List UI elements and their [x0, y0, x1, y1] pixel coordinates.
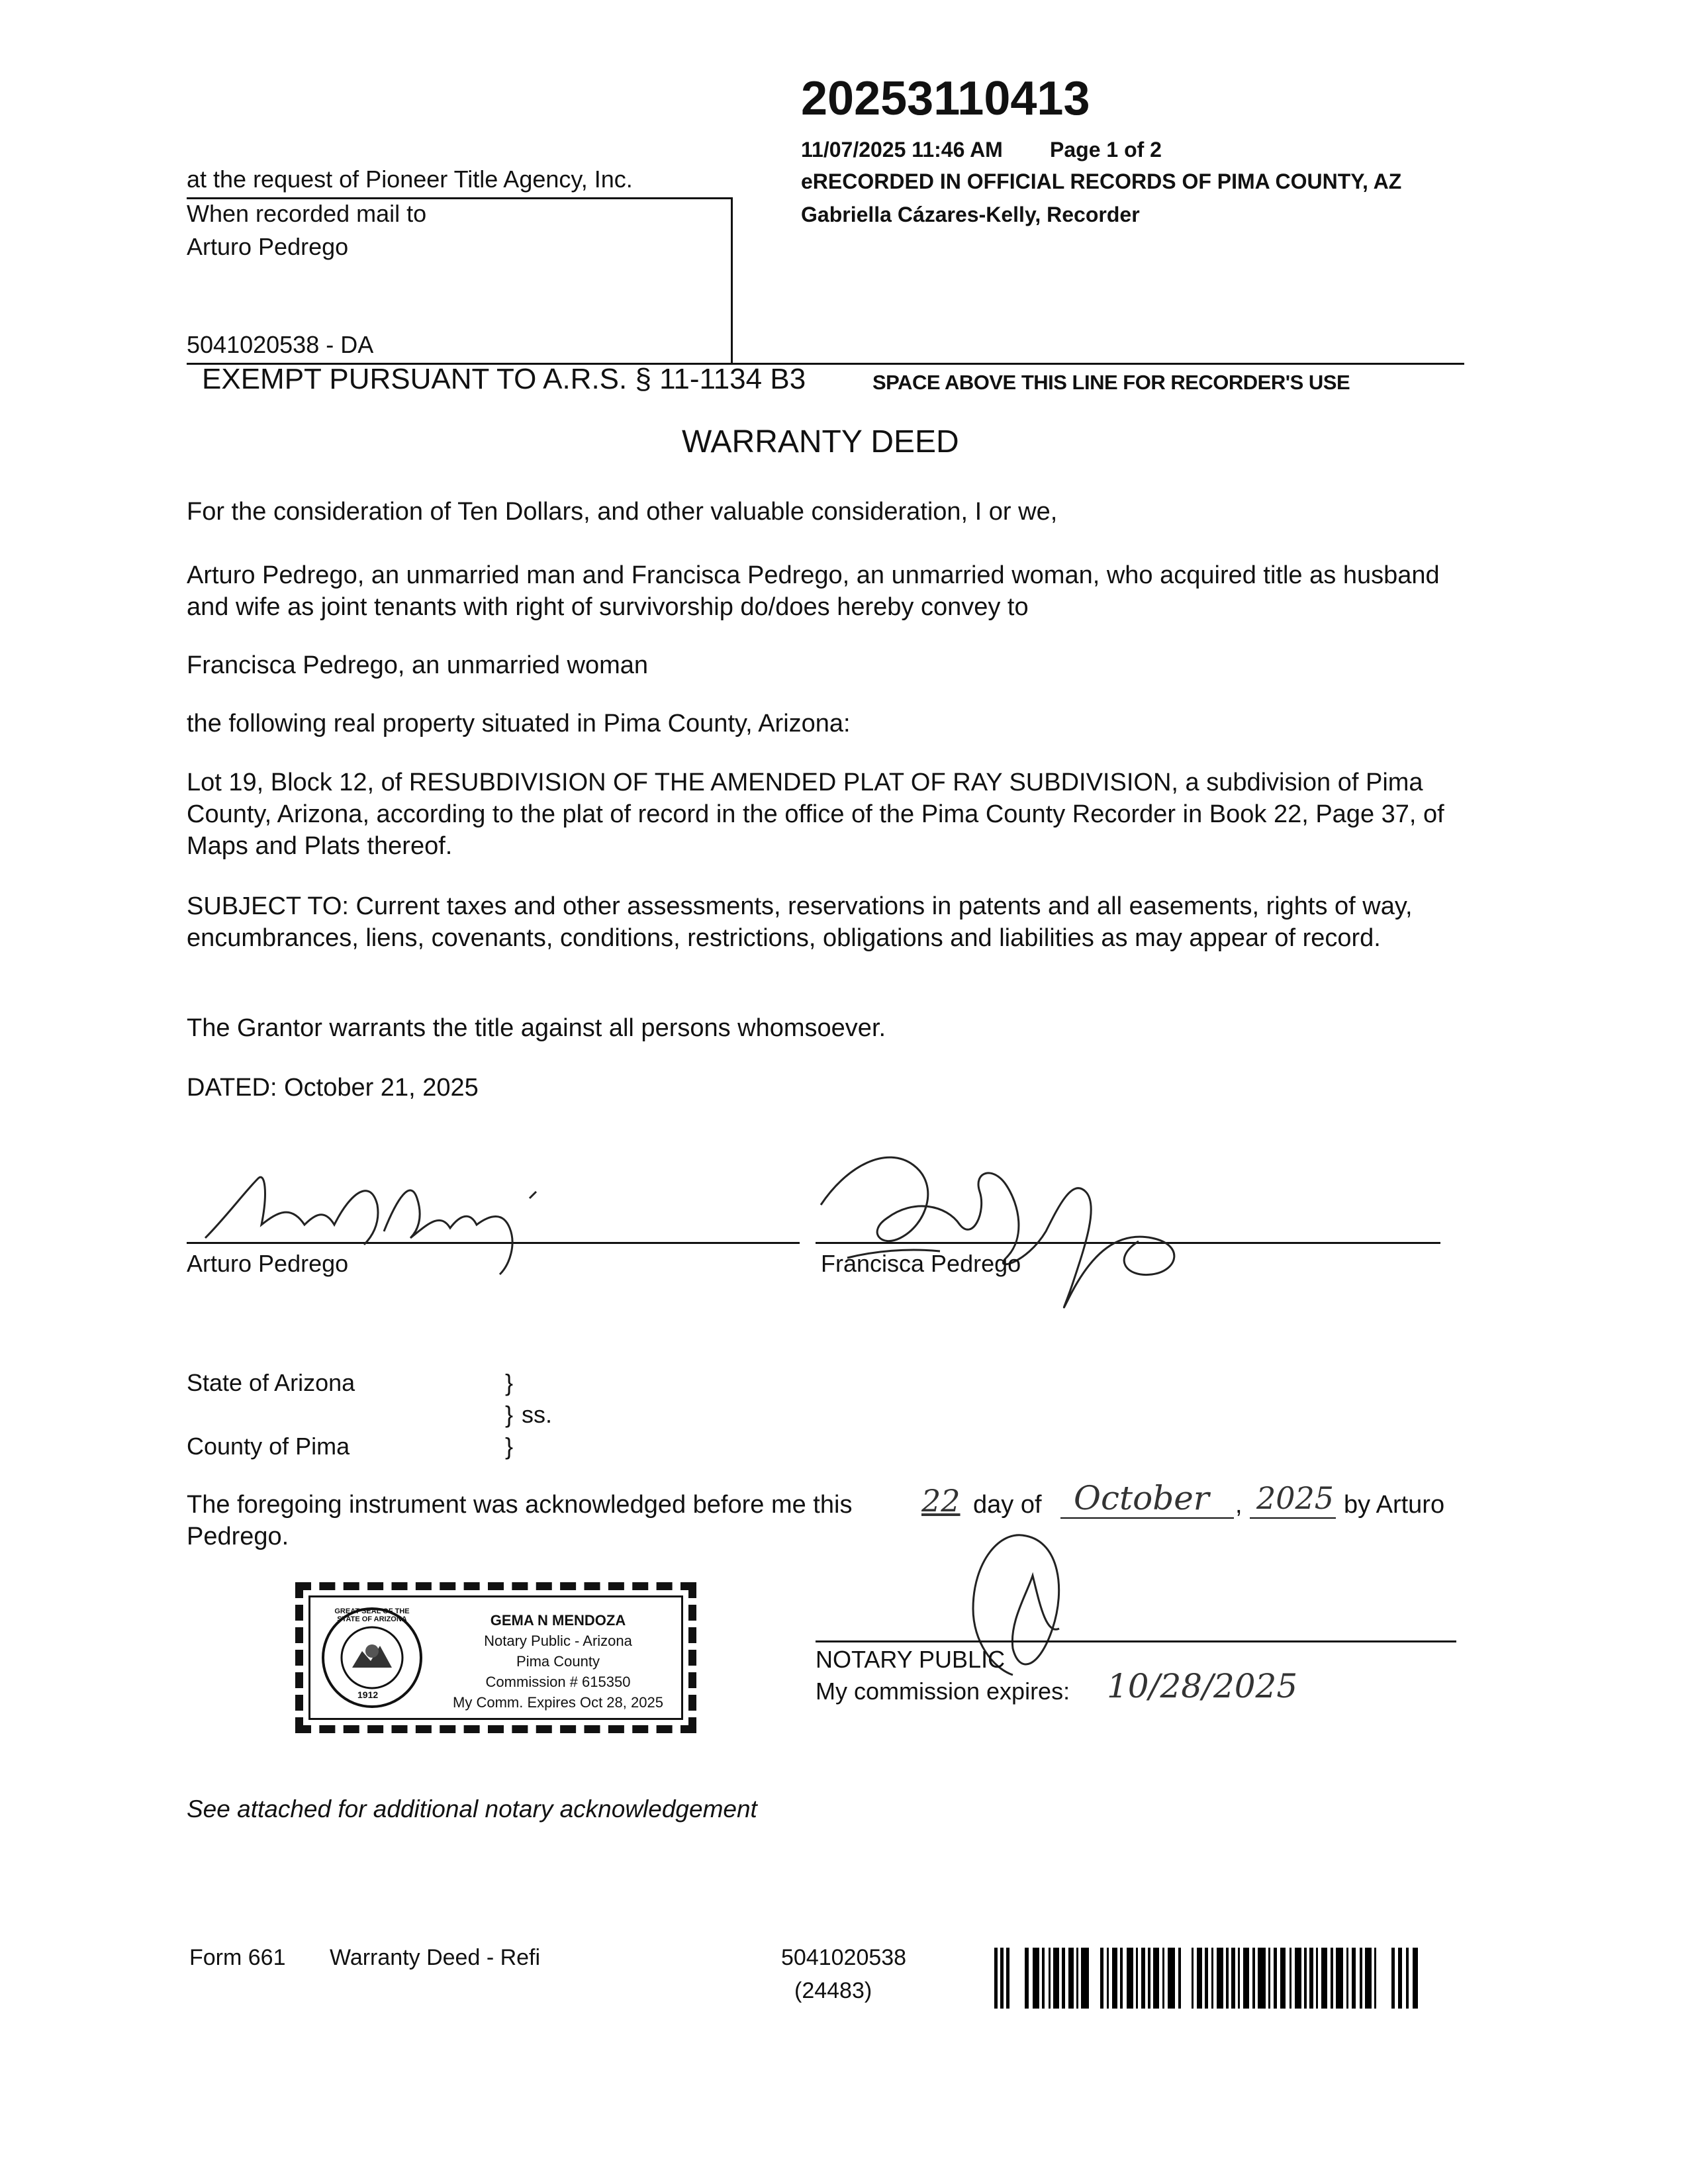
grantors-paragraph: Arturo Pedrego, an unmarried man and Francisca Pedrego, an unmarried woman, who acquired title as husband and wife as joint tenants with right of survivorship do/does hereby convey to: [187, 561, 1440, 621]
additional-notary-note: See attached for additional notary acknowledgement: [187, 1795, 757, 1823]
notary-stamp-text: [429, 1610, 687, 1713]
stamp-title: Notary Public - Arizona: [484, 1633, 632, 1649]
request-line: at the request of Pioneer Title Agency, Inc.: [187, 166, 633, 193]
recorder-use-note: SPACE ABOVE THIS LINE FOR RECORDER'S USE: [872, 371, 1350, 394]
signer-2-name: Francisca Pedrego: [821, 1250, 1021, 1277]
ack-name-cont: Pedrego.: [187, 1523, 289, 1550]
grantee-paragraph: Francisca Pedrego, an unmarried woman: [187, 651, 649, 679]
venue-state: State of Arizona: [187, 1369, 355, 1396]
footer-form: Form 661: [189, 1945, 286, 1970]
legal-description: Lot 19, Block 12, of RESUBDIVISION OF THE AMENDED PLAT OF RAY SUBDIVISION, a subdivision of Pima County, Arizona, according to the plat of record in the office of the Pima County Recorder in Book 22, Page 37, of Maps and Plats thereof.: [187, 769, 1444, 860]
footer-form-name: Warranty Deed - Refi: [330, 1945, 541, 1970]
seal-text: GREAT SEAL OF THE STATE OF ARIZONA: [334, 1607, 410, 1623]
exempt-statement: EXEMPT PURSUANT TO A.R.S. § 11-1134 B3: [202, 363, 806, 395]
ack-year-underline: [1250, 1517, 1336, 1519]
consideration-paragraph: For the consideration of Ten Dollars, and other valuable consideration, I or we,: [187, 498, 1058, 526]
mail-to-name: Arturo Pedrego: [187, 233, 349, 260]
footer-ref: (24483): [794, 1978, 872, 2003]
recording-page-info: Page 1 of 2: [1050, 138, 1162, 162]
notary-signature-line: [816, 1640, 1456, 1642]
ack-month: October: [1074, 1479, 1209, 1517]
venue-brace-1: }: [505, 1369, 514, 1396]
mail-to-label: When recorded mail to: [187, 200, 427, 227]
recording-number: 20253110413: [801, 72, 1090, 125]
signature-scribble-2: [808, 1125, 1218, 1324]
stamp-county: Pima County: [516, 1653, 600, 1670]
warranty-paragraph: The Grantor warrants the title against all persons whomsoever.: [187, 1014, 886, 1042]
stamp-name: GEMA N MENDOZA: [490, 1612, 626, 1629]
recording-office: eRECORDED IN OFFICIAL RECORDS OF PIMA COUNTY, AZ: [801, 169, 1402, 193]
notary-expires-value: 10/28/2025: [1107, 1667, 1298, 1705]
recording-datetime: 11/07/2025 11:46 AM: [801, 138, 1003, 162]
return-block-right-rule: [731, 197, 733, 363]
venue-county: County of Pima: [187, 1433, 350, 1460]
notary-public-label: NOTARY PUBLIC: [816, 1646, 1006, 1673]
dated-line: DATED: October 21, 2025: [187, 1074, 479, 1102]
seal-year: 1912: [357, 1689, 379, 1700]
ack-by: by Arturo: [1344, 1491, 1445, 1519]
signer-1-name: Arturo Pedrego: [187, 1250, 349, 1277]
ack-day: 22: [921, 1483, 961, 1519]
recording-recorder: Gabriella Cázares-Kelly, Recorder: [801, 203, 1140, 226]
stamp-expires: My Comm. Expires Oct 28, 2025: [453, 1694, 663, 1711]
ack-month-underline: [1060, 1517, 1234, 1519]
venue-brace-3: }: [505, 1433, 514, 1460]
ack-day-of: day of: [973, 1491, 1042, 1519]
notary-expires-label: My commission expires:: [816, 1678, 1070, 1705]
return-block-top-rule: [187, 197, 733, 199]
property-intro: the following real property situated in Pima County, Arizona:: [187, 710, 851, 737]
venue-brace-2: }: [505, 1401, 514, 1428]
venue-ss: ss.: [522, 1401, 553, 1428]
ack-before: The foregoing instrument was acknowledged before me this: [187, 1491, 853, 1519]
footer-file-no: 5041020538: [781, 1945, 907, 1970]
document-title: WARRANTY DEED: [682, 424, 959, 459]
ack-year: 2025: [1256, 1480, 1335, 1516]
notary-stamp: [295, 1582, 696, 1733]
file-number: 5041020538 - DA: [187, 331, 374, 358]
ack-comma: ,: [1235, 1491, 1243, 1519]
barcode-icon: [994, 1948, 1425, 2009]
subject-to-paragraph: SUBJECT TO: Current taxes and other assessments, reservations in patents and all easements, rights of way, encumbrances, liens, covenants, conditions, restrictions, obligations and liabilities as may appear of record.: [187, 892, 1413, 952]
stamp-commission: Commission # 615350: [485, 1674, 631, 1690]
